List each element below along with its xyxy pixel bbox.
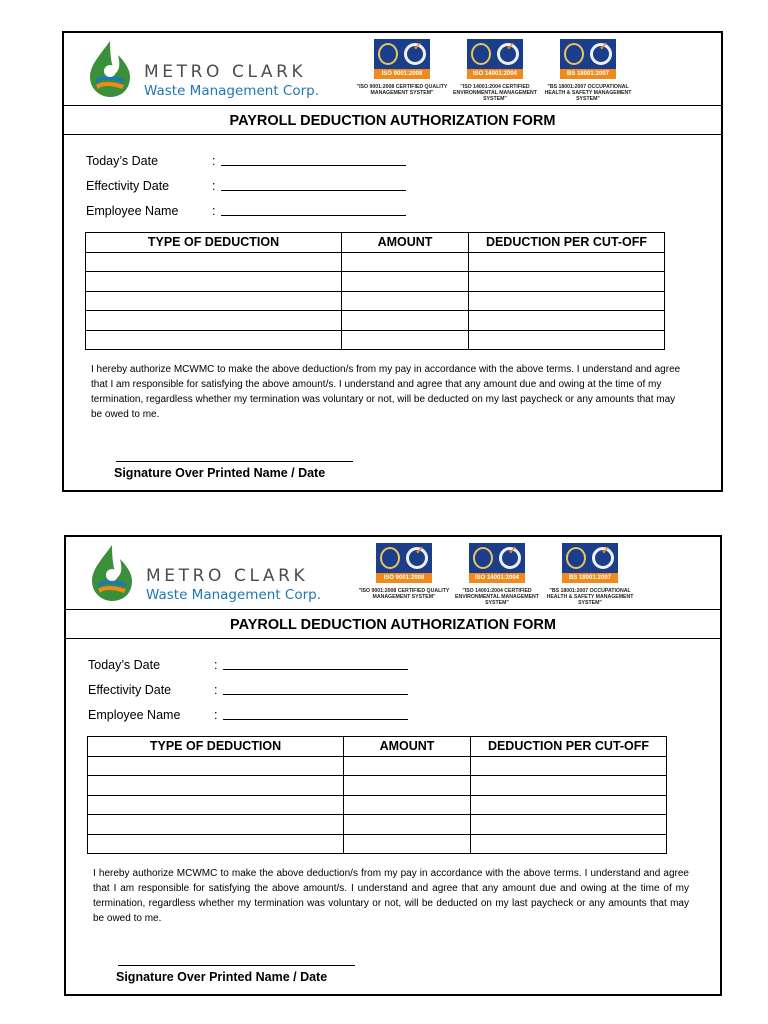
col-type-of-deduction: TYPE OF DEDUCTION <box>88 737 344 757</box>
fill-line[interactable] <box>221 165 406 166</box>
form-title: PAYROLL DEDUCTION AUTHORIZATION FORM <box>66 609 720 639</box>
cert-caption: "ISO 14001:2004 CERTIFIED ENVIRONMENTAL MANAGEMENT SYSTEM" <box>453 84 537 102</box>
cert-iso9001 <box>356 39 448 96</box>
table-header-row <box>88 737 667 757</box>
table-row <box>86 311 665 331</box>
cert-bs18001 <box>542 39 634 102</box>
cert-bs18001 <box>544 543 636 606</box>
field-label: Employee Name <box>86 204 179 218</box>
signature-label: Signature Over Printed Name / Date <box>114 466 326 480</box>
authorization-text: I hereby authorize MCWMC to make the above deduction/s from my pay in accordance with the above terms. I understand and agree that I am responsible for satisfying the above amount/s. I understand and agree that any amount due and owing at the time of my termination, regardless whether my termination was voluntary or not, will be deducted on my last paycheck or any amounts that may be owed to me. <box>91 364 681 420</box>
deduction-table <box>87 736 667 854</box>
cert-badge-icon: ✓ ISO 9001:2008 <box>374 39 430 83</box>
fill-line[interactable] <box>221 190 406 191</box>
col-amount: AMOUNT <box>342 233 469 253</box>
field-label: Effectivity Date <box>88 683 172 697</box>
cert-iso9001 <box>358 543 450 600</box>
company-logo <box>82 39 362 101</box>
deduction-form-1: METRO CLARK Waste Management Corp. ✓ ISO 9001:2008 "ISO 9001:2008 CERTIFIED QUALITY MANAGEMENT SYSTEM" ✓ ISO 14001:2004 "ISO 14001:2004 CERTIFIED ENVIRONMENTAL MANAGEMENT SYSTEM" ✓ BS 18001:2007 "BS 18001:2007 OCCUPATIONAL HEALTH & SAFETY MANAGEMENT SYSTEM" PAYROLL DEDUCTION AUTHORIZATION FORM Today’s Date : Effectivity Date : Employee Name : TYPE OF DEDUCTION AMOUNT DEDUCTION PER CUT-OFF I hereby authorize MCWMC to make the above deduction/s from my pay in accordance with the above terms. I understand and agree that I am responsible for satisfying the above amount/s. I understand and agree that any amount due and owing at the time of my termination, regardless whether my termination was voluntary or not, will be deducted on my last paycheck or any amounts that may be owed to me. Signature Over Printed Name / Date <box>62 31 723 492</box>
cert-caption: "BS 18001:2007 OCCUPATIONAL HEALTH & SAFETY MANAGEMENT SYSTEM" <box>544 84 632 102</box>
fill-line[interactable] <box>223 719 408 720</box>
field-label: Employee Name <box>88 708 181 722</box>
form-header <box>64 33 721 105</box>
cert-caption: "ISO 14001:2004 CERTIFIED ENVIRONMENTAL MANAGEMENT SYSTEM" <box>455 588 539 606</box>
table-row <box>88 815 667 835</box>
table-row <box>88 834 667 854</box>
form-header <box>66 537 720 609</box>
company-name: METRO CLARK <box>146 566 309 586</box>
field-label: Effectivity Date <box>86 179 170 193</box>
table-row <box>86 330 665 350</box>
table-header-row <box>86 233 665 253</box>
company-subname: Waste Management Corp. <box>144 83 319 99</box>
signature-line[interactable] <box>116 461 353 462</box>
leaf-drop-icon <box>82 39 138 101</box>
signature-line[interactable] <box>118 965 355 966</box>
field-label: Today’s Date <box>88 658 161 672</box>
col-amount: AMOUNT <box>344 737 471 757</box>
deduction-table <box>85 232 665 350</box>
col-type-of-deduction: TYPE OF DEDUCTION <box>86 233 342 253</box>
table-row <box>88 795 667 815</box>
signature-label: Signature Over Printed Name / Date <box>116 970 328 984</box>
cert-caption: "ISO 9001:2008 CERTIFIED QUALITY MANAGEMENT SYSTEM" <box>356 84 448 96</box>
cert-badge-icon: ✓ ISO 14001:2004 <box>469 543 525 587</box>
company-subname: Waste Management Corp. <box>146 587 321 603</box>
table-row <box>88 756 667 776</box>
table-row <box>86 291 665 311</box>
cert-badge-icon: ✓ BS 18001:2007 <box>562 543 618 587</box>
col-deduction-per-cutoff: DEDUCTION PER CUT-OFF <box>471 737 667 757</box>
cert-iso14001 <box>449 39 541 102</box>
deduction-form-2: METRO CLARK Waste Management Corp. ✓ ISO 9001:2008 "ISO 9001:2008 CERTIFIED QUALITY MANAGEMENT SYSTEM" ✓ ISO 14001:2004 "ISO 14001:2004 CERTIFIED ENVIRONMENTAL MANAGEMENT SYSTEM" ✓ BS 18001:2007 "BS 18001:2007 OCCUPATIONAL HEALTH & SAFETY MANAGEMENT SYSTEM" PAYROLL DEDUCTION AUTHORIZATION FORM Today’s Date : Effectivity Date : Employee Name : TYPE OF DEDUCTION AMOUNT DEDUCTION PER CUT-OFF I hereby authorize MCWMC to make the above deduction/s from my pay in accordance with the above terms. I understand and agree that I am responsible for satisfying the above amount/s. I understand and agree that any amount due and owing at the time of my termination, regardless whether my termination was voluntary or not, will be deducted on my last paycheck or any amounts that may be owed to me. Signature Over Printed Name / Date <box>64 535 722 996</box>
col-deduction-per-cutoff: DEDUCTION PER CUT-OFF <box>469 233 665 253</box>
leaf-drop-icon <box>84 543 140 605</box>
table-row <box>86 252 665 272</box>
fill-line[interactable] <box>221 215 406 216</box>
cert-caption: "ISO 9001:2008 CERTIFIED QUALITY MANAGEMENT SYSTEM" <box>358 588 450 600</box>
fill-line[interactable] <box>223 694 408 695</box>
cert-iso14001 <box>451 543 543 606</box>
table-row <box>88 776 667 796</box>
cert-badge-icon: ✓ ISO 9001:2008 <box>376 543 432 587</box>
company-logo <box>84 543 364 605</box>
authorization-text: I hereby authorize MCWMC to make the above deduction/s from my pay in accordance with the above terms. I understand and agree that I am responsible for satisfying the above amount/s. I understand and agree that any amount due and owing at the time of my termination, regardless whether my termination was voluntary or not, will be deducted on my last paycheck or any amounts that may be owed to me. <box>93 868 689 924</box>
table-row <box>86 272 665 292</box>
form-title: PAYROLL DEDUCTION AUTHORIZATION FORM <box>64 105 721 135</box>
cert-badge-icon: ✓ BS 18001:2007 <box>560 39 616 83</box>
fill-line[interactable] <box>223 669 408 670</box>
field-label: Today’s Date <box>86 154 159 168</box>
company-name: METRO CLARK <box>144 62 307 82</box>
cert-caption: "BS 18001:2007 OCCUPATIONAL HEALTH & SAFETY MANAGEMENT SYSTEM" <box>546 588 634 606</box>
cert-badge-icon: ✓ ISO 14001:2004 <box>467 39 523 83</box>
